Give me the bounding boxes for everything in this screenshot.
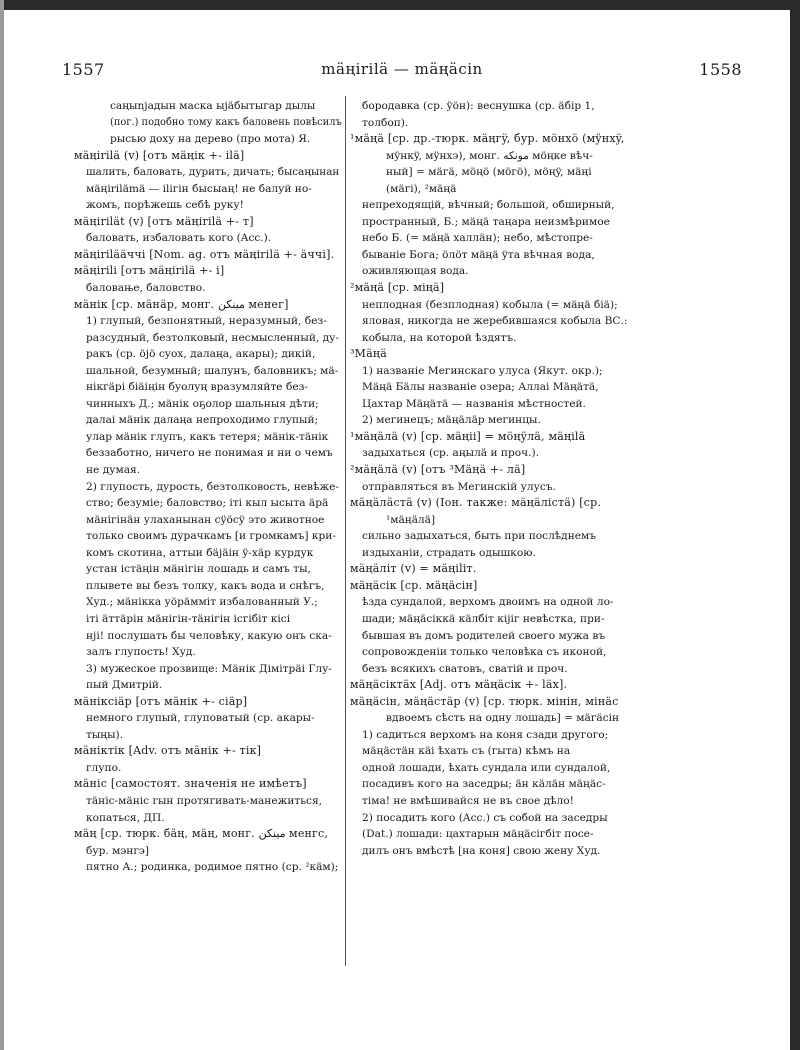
entry-text-line: устан істäңін мäнігін лошадь и самъ ты, bbox=[86, 563, 311, 576]
entry-text-line: залъ глупость! Худ. bbox=[86, 646, 196, 659]
entry-text-line: (пог.) подобно тому какъ баловень повѣсилъ bbox=[110, 116, 342, 128]
entry-headword-line: мäңäсін, мäңäстäр (v) [ср. тюрк. мінін, мінäс bbox=[350, 694, 619, 708]
entry-text-line: пый Дмитрій. bbox=[86, 679, 163, 692]
entry-text-line: Мäңä Бäлы названіе озера; Аллаі Мäңäтä, bbox=[362, 381, 599, 394]
entry-text-line: 1) садиться верхомъ на коня сзади другого; bbox=[362, 728, 609, 741]
entry-headword-line: мäңäсіктäх [Adj. отъ мäңäсік +- läх]. bbox=[350, 678, 568, 692]
entry-text-line: беззаботно, ничего не понимая и ни о чемъ bbox=[86, 447, 333, 460]
entry-text-line: шалить, баловать, дурить, дичать; бысаңынан bbox=[86, 166, 340, 179]
scan-edge-right bbox=[790, 0, 800, 1050]
entry-text-line: ¹мäңäлä] bbox=[386, 513, 436, 526]
entry-headword-line: мäң [ср. тюрк. бäң, мäң, монг. ﻣﻴﻨﻜﻦ менгс, bbox=[74, 827, 329, 841]
entry-text-line: ѣзда сундалой, верхомъ двоимъ на одной ло- bbox=[362, 596, 614, 609]
entry-text-line: шальной, безумный; шалунъ, баловникъ; мä- bbox=[86, 364, 339, 377]
entry-text-line: чинныхъ Д.; мäнік оҕолор шальныя дѣти; bbox=[86, 397, 319, 410]
entry-text-line: ный] = мäгä, мöңö (мöгö), мöңÿ, мäңі bbox=[386, 166, 592, 179]
entry-text-line: кобыла, на которой ѣздятъ. bbox=[362, 331, 517, 344]
entry-text-line: 2) глупость, дурость, безтолковость, невѣже- bbox=[86, 480, 340, 493]
entry-text-line: пространный, Б.; мäңä таңара неизмѣримое bbox=[362, 215, 610, 228]
entry-text-line: улар мäнік глупъ, какъ тетеря; мäнік-тäнік bbox=[86, 430, 329, 443]
scan-edge-left bbox=[0, 0, 4, 1050]
entry-text-line: 1) глупый, безпонятный, неразумный, без- bbox=[86, 315, 327, 328]
entry-text-line: баловать, избаловать кого (Acc.). bbox=[86, 232, 272, 245]
entry-headword-line: мäңäлäстä (v) (Іон. также: мäңäлістä) [ср. bbox=[350, 496, 602, 510]
running-head: mäңirilä — mäңäсіn bbox=[321, 60, 483, 78]
entry-headword-line: ¹мäңäлä (v) [ср. мäңіі] = мöңÿлä, мäңilä bbox=[350, 429, 586, 443]
entry-headword-line: мäніктік [Adv. отъ мäнік +- тік] bbox=[74, 744, 262, 758]
entry-headword-line: мäңäліт (v) = мäңilіт. bbox=[350, 562, 477, 576]
entry-text-line: баловање, баловство. bbox=[86, 282, 206, 295]
column-divider bbox=[345, 96, 346, 966]
entry-text-line: 2) мегинецъ; мäңäлäр мегинцы. bbox=[362, 414, 541, 427]
entry-text-line: бур. мэнгэ] bbox=[86, 844, 149, 857]
entry-headword-line: мäніс [самостоят. значенія не имѣетъ] bbox=[74, 777, 307, 791]
entry-text-line: 3) мужеское прозвище: Мäнік Дімітрäі Глу- bbox=[86, 662, 332, 675]
entry-text-line: непреходящій, вѣчный; большой, обширный, bbox=[362, 199, 615, 212]
entry-text-line: мäнігінäн улаханынан сÿöсÿ это животное bbox=[86, 513, 325, 526]
entry-text-line: дилъ онъ вмѣстѣ [на коня] свою жену Худ. bbox=[362, 844, 601, 857]
entry-text-line: только своимъ дурачкамъ [и громкамъ] кри- bbox=[86, 530, 336, 543]
right-column bbox=[350, 98, 650, 859]
entry-text-line: ство; безуміе; баловство; іті кыл ысыта äрä bbox=[86, 497, 329, 510]
entry-text-line: одной лошади, ѣхать сундала или сундалой, bbox=[362, 761, 611, 774]
entry-headword-line: мäңirilääччі [Nom. ag. отъ мäңirilä +- äччі]. bbox=[74, 247, 335, 261]
entry-text-line: неплодная (безплодная) кобыла (= мäңä біä); bbox=[362, 298, 618, 311]
entry-text-line: бородавка (ср. ÿöн): веснушка (ср. äбір 1, bbox=[362, 100, 595, 112]
entry-text-line: яловая, никогда не жеребившаяся кобыла ВС.: bbox=[362, 315, 628, 328]
entry-headword-line: мäңirilät (v) [отъ мäңirilä +- т] bbox=[74, 214, 254, 228]
entry-text-line: далаі мäнік далаңа непроходимо глупый; bbox=[86, 414, 319, 427]
entry-headword-line: ¹мäңä [ср. др.-тюрк. мäңгÿ, бур. мöнхö (мÿнхÿ, bbox=[350, 132, 625, 146]
entry-text-line: Худ.; мäнікка уöрäмміт избалованный У.; bbox=[86, 596, 318, 609]
entry-text-line: 1) названіе Мегинскаго улуса (Якут. окр.); bbox=[362, 364, 603, 377]
entry-headword-line: ²мäңä [ср. мiңä] bbox=[350, 281, 445, 295]
scan-edge-top bbox=[0, 0, 800, 10]
page-header bbox=[62, 60, 742, 82]
entry-text-line: тіма! не вмѣшивайся не въ свое дѣло! bbox=[362, 794, 574, 807]
entry-headword-line: мäніксіäр [отъ мäнік +- сіäр] bbox=[74, 694, 248, 708]
entry-text-line: издыханіи, страдать одышкою. bbox=[362, 546, 536, 559]
left-column bbox=[74, 98, 342, 876]
entry-headword-line: мäңirilі [отъ мäңirilä +- і] bbox=[74, 264, 225, 278]
entry-text-line: вдвоемъ сѣсть на одну лошадь] = мäгäсін bbox=[386, 712, 620, 725]
entry-text-line: плывете вы безъ толку, какъ вода и снѣгъ, bbox=[86, 579, 325, 592]
entry-text-line: безъ всякихъ сватовъ, сватій и проч. bbox=[362, 662, 568, 675]
entry-text-line: копаться, ДП. bbox=[86, 811, 165, 824]
entry-text-line: тыңы). bbox=[86, 728, 124, 741]
entry-text-line: отправляться въ Мегинскій улусъ. bbox=[362, 480, 556, 493]
entry-headword-line: мäңäсік [ср. мäңäсін] bbox=[350, 578, 478, 592]
entry-text-line: глупо. bbox=[86, 761, 122, 774]
entry-text-line: ітi äттäрін мäнігін-тäнігін ісгібіт кісі bbox=[86, 612, 291, 625]
entry-text-line: сопровожденіи только человѣка съ иконой, bbox=[362, 646, 607, 659]
entry-text-line: (мäгі), ²мäңä bbox=[386, 182, 457, 195]
entry-text-line: комъ скотина, аттыи бäjäiн ÿ-хäр курдук bbox=[86, 546, 314, 559]
entry-text-line: мäңäстäн кäі ѣхать съ (гыта) кѣмъ на bbox=[362, 745, 571, 758]
entry-text-line: мäңirilämä — ilігін бысыаң! не балуй но- bbox=[86, 182, 312, 195]
entry-text-line: рысью доху на дерево (про мота) Я. bbox=[110, 133, 311, 146]
entry-text-line: сильно задыхаться, быть при послѣднемъ bbox=[362, 530, 597, 543]
entry-headword-line: мäнік [ср. мäнäр, монг. ﻣﻴﻨﻜﻦ менег] bbox=[74, 297, 289, 311]
entry-text-line: жомъ, порѣжешь себѣ руку! bbox=[86, 199, 244, 212]
page-number-right: 1558 bbox=[699, 60, 742, 79]
entry-text-line: оживляющая вода. bbox=[362, 265, 469, 278]
entry-text-line: пятно А.; родинка, родимое пятно (ср. ²кäм); bbox=[86, 861, 339, 874]
entry-headword-line: мäңirilä (v) [отъ мäңік +- ilä] bbox=[74, 148, 245, 162]
entry-text-line: шади; мäңäсіккä кäлбіт кіjіг невѣстка, при- bbox=[362, 612, 605, 625]
entry-text-line: толбоп). bbox=[362, 116, 409, 129]
page-number-left: 1557 bbox=[62, 60, 105, 79]
entry-text-line: разсудный, безтолковый, несмысленный, ду- bbox=[86, 331, 339, 344]
entry-text-line: задыхаться (ср. аңылä и проч.). bbox=[362, 447, 540, 460]
entry-headword-line: ³Мäңä bbox=[350, 347, 387, 361]
entry-text-line: мÿнкÿ, мÿнхэ), монг. ﻣﻮﻧﻜﻪ мöңке вѣч- bbox=[386, 149, 593, 162]
entry-text-line: тäніс-мäніс гын протягивать-манежиться, bbox=[86, 794, 323, 807]
entry-text-line: 2) посадить кого (Acc.) съ собой на заседры bbox=[362, 811, 608, 824]
entry-text-line: небо Б. (= мäңä халлäн); небо, мѣстопре- bbox=[362, 232, 593, 245]
entry-headword-line: ²мäңäлä (v) [отъ ³Мäңä +- лä] bbox=[350, 463, 526, 477]
entry-text-line: бываніе Бога; öлöт мäңä ÿта вѣчная вода, bbox=[362, 248, 595, 261]
entry-text-line: бывшая въ домъ родителей своего мужа въ bbox=[362, 629, 606, 642]
entry-text-line: немного глупый, глуповатый (ср. акары- bbox=[86, 712, 315, 725]
entry-text-line: не думая. bbox=[86, 464, 141, 477]
entry-text-line: (Dat.) лошади: цахтарын мäңäсігбіт посе- bbox=[362, 828, 594, 841]
entry-text-line: посадивъ кого на заседры; äн кäлäн мäңäс- bbox=[362, 778, 606, 791]
entry-text-line: ракъ (ср. öjö суох, далаңа, акары); дикій, bbox=[86, 348, 316, 361]
entry-text-line: нji! послушать бы человѣку, какую онъ ска- bbox=[86, 629, 332, 642]
entry-text-line: нікгäрі біäіңін буолуң вразумляйте без- bbox=[86, 381, 308, 394]
entry-text-line: Цахтар Мäңäтä — названія мѣстностей. bbox=[362, 397, 586, 410]
entry-text-line: саңыnjaдын маска ыjäбытыгар дылы bbox=[110, 100, 316, 112]
